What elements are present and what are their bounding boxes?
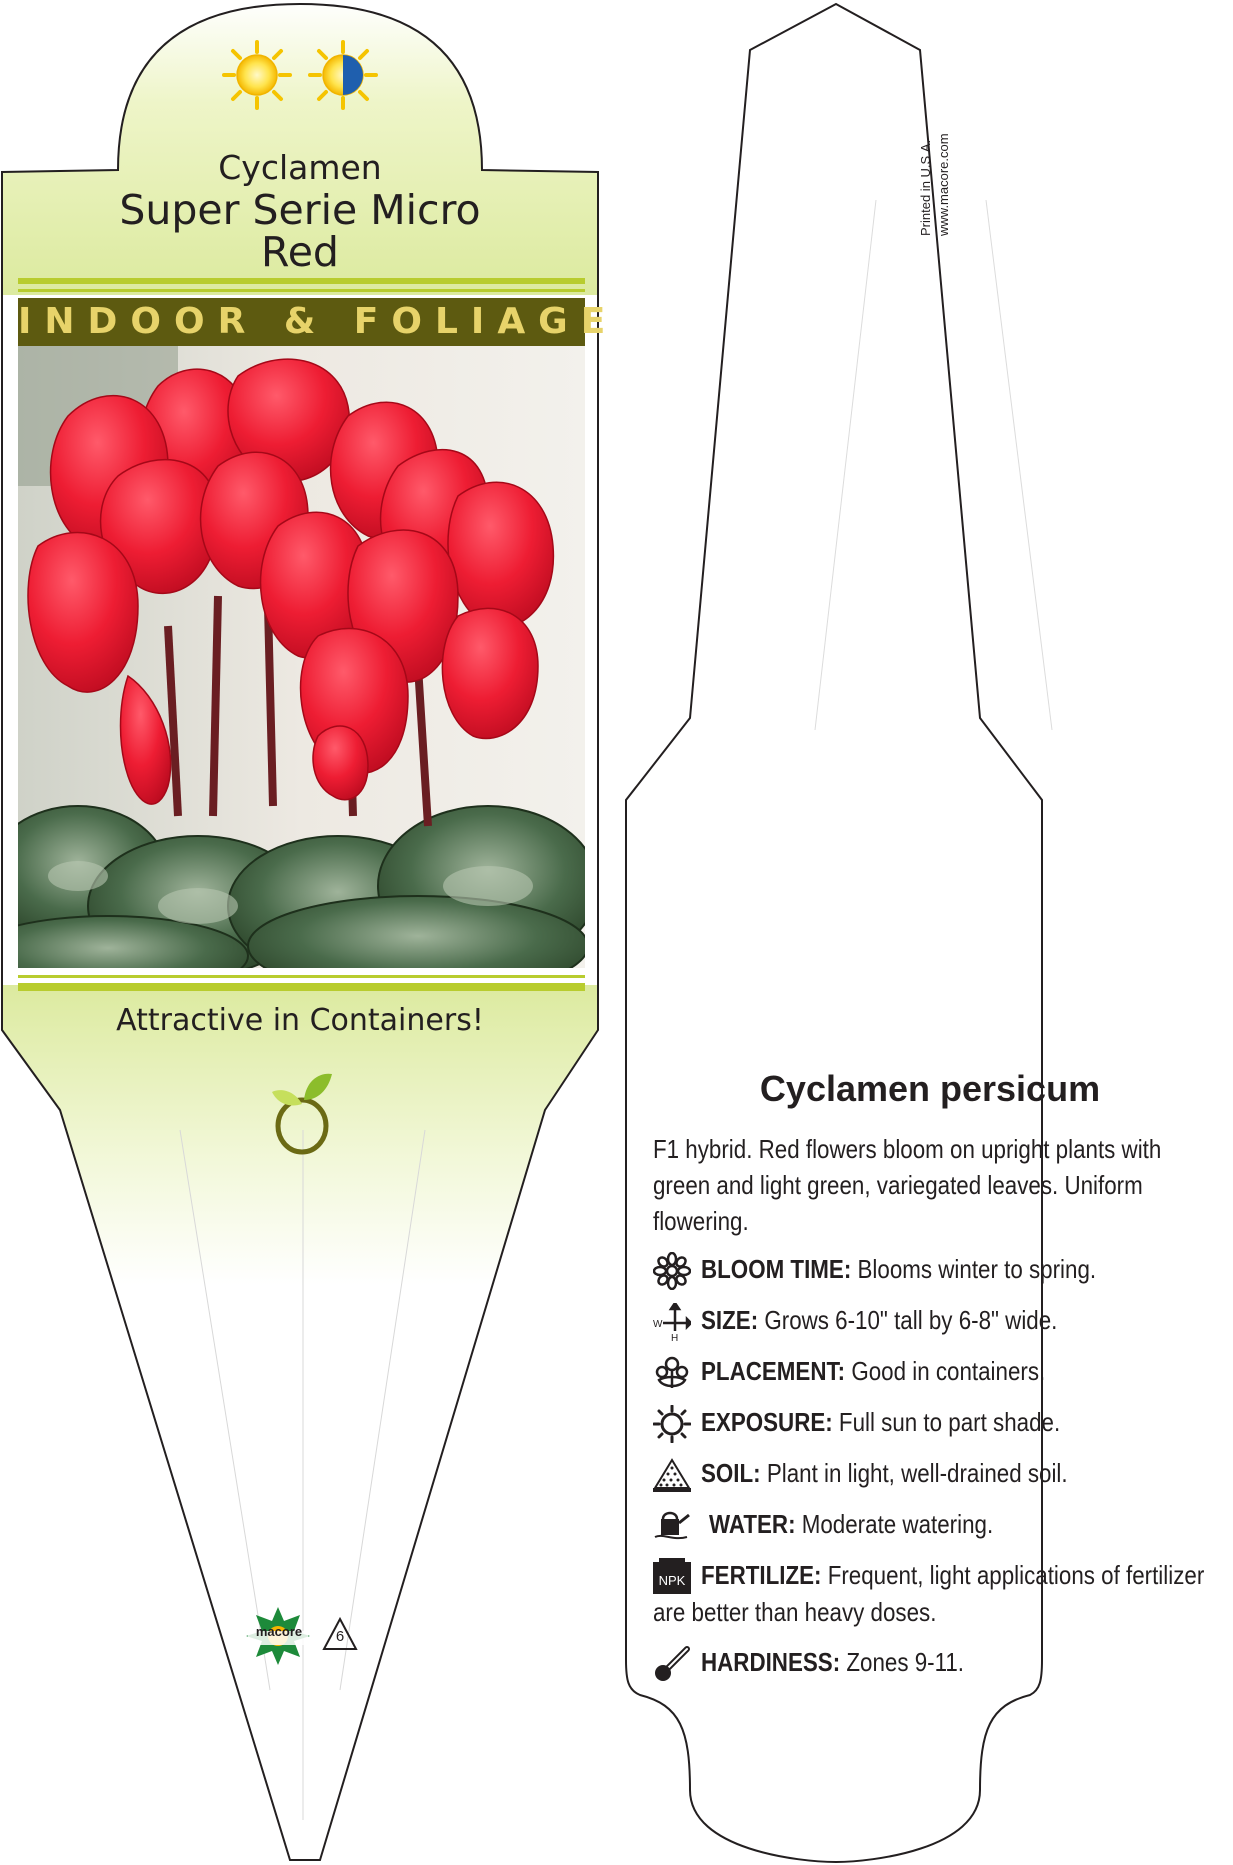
soil-pile-icon	[653, 1456, 691, 1494]
seedling-icon	[270, 1070, 334, 1156]
botanical-name: Cyclamen persicum	[759, 1068, 1101, 1109]
npk-bag-icon	[653, 1558, 691, 1596]
full-sun-icon	[222, 40, 292, 110]
attr-value: Frequent, light applications of fertilizer	[821, 1560, 1205, 1590]
placement-plant-icon	[653, 1354, 691, 1392]
attr-value: Plant in light, well-drained soil.	[760, 1458, 1068, 1488]
category-banner: INDOOR & FOLIAGE	[18, 298, 585, 346]
description: F1 hybrid. Red flowers bloom on upright plants with green and light green, variegated leaves. Uniform flowering.	[653, 1134, 1162, 1236]
attr-value: Zones 9-11.	[840, 1647, 965, 1677]
common-name: Cyclamen	[218, 148, 382, 187]
attr-label: FERTILIZE:	[701, 1560, 822, 1590]
attr-label: PLACEMENT:	[701, 1356, 846, 1386]
variety-name-line2: Red	[261, 228, 339, 276]
attr-label: HARDINESS:	[701, 1647, 841, 1677]
attr-label: SIZE:	[701, 1305, 759, 1335]
attr-value: Blooms winter to spring.	[851, 1254, 1097, 1284]
sun-outline-icon	[653, 1405, 691, 1443]
attr-value: Full sun to part shade.	[832, 1407, 1061, 1437]
bloom-flower-icon	[653, 1252, 691, 1290]
size-arrows-icon	[653, 1303, 691, 1341]
variety-name-line1: Super Serie Micro	[119, 186, 481, 234]
thermometer-icon	[653, 1645, 691, 1683]
brand-text: macore	[255, 1624, 303, 1639]
attr-label: EXPOSURE:	[701, 1407, 833, 1437]
attr-value: Good in containers.	[845, 1356, 1046, 1386]
svg-text:H: H	[671, 1333, 679, 1341]
website: www.macore.com	[936, 133, 951, 236]
svg-text:W: W	[653, 1319, 663, 1330]
fertilize-continued: are better than heavy doses.	[653, 1597, 937, 1627]
part-shade-icon	[308, 40, 378, 110]
recycle-number: 6	[335, 1628, 345, 1645]
attr-label: WATER:	[709, 1509, 796, 1539]
svg-text:NPK: NPK	[658, 1573, 686, 1588]
printed-in: Printed in U.S.A.	[918, 139, 933, 236]
attr-value: Moderate watering.	[795, 1509, 994, 1539]
plant-photo	[18, 346, 585, 968]
printed-credit	[918, 96, 951, 236]
attr-label: BLOOM TIME:	[701, 1254, 852, 1284]
attr-value: Grows 6-10" tall by 6-8" wide.	[758, 1305, 1058, 1335]
attr-label: SOIL:	[701, 1458, 761, 1488]
tagline: Attractive in Containers!	[116, 1003, 484, 1038]
watering-can-icon	[653, 1507, 691, 1545]
